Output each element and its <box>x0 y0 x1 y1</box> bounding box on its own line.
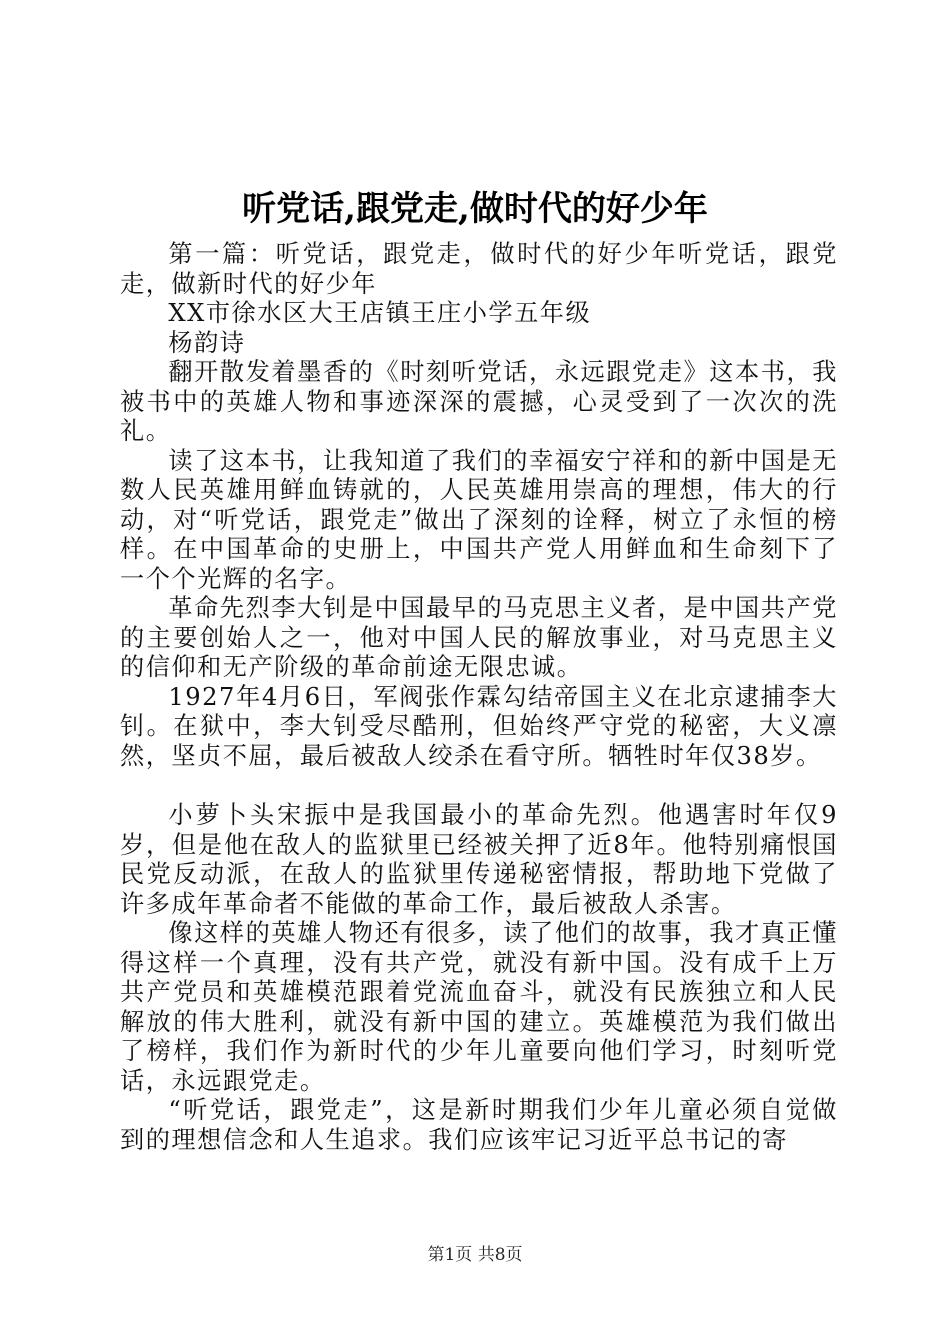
paragraph-intro: 第一篇：听党话，跟党走，做时代的好少年听党话，跟党走，做新时代的好少年 <box>120 240 838 298</box>
paragraph-follow-party: “听党话，跟党走”，这是新时期我们少年儿童必须自觉做到的理想信念和人生追求。我们应该牢记习近平总书记的寄 <box>120 1096 838 1154</box>
paragraph-author: 杨韵诗 <box>168 328 246 357</box>
paragraph-heroes: 读了这本书，让我知道了我们的幸福安宁祥和的新中国是无数人民英雄用鲜血铸就的，人民英雄用崇高的理想，伟大的行动，对“听党话，跟党走”做出了深刻的诠释，树立了永恒的榜样。在中国革命的史册上，中国共产党人用鲜血和生命刻下了一个个光辉的名字。 <box>120 446 838 593</box>
paragraph-song-zhenzhong: 小萝卜头宋振中是我国最小的革命先烈。他遇害时年仅9岁，但是他在敌人的监狱里已经被关押了近8年。他特别痛恨国民党反动派，在敌人的监狱里传递秘密情报，帮助地下党做了许多成年革命者不能做的革命工作，最后被敌人杀害。 <box>120 801 838 918</box>
paragraph-li-dazhao: 革命先烈李大钊是中国最早的马克思主义者，是中国共产党的主要创始人之一，他对中国人民的解放事业，对马克思主义的信仰和无产阶级的革命前途无限忠诚。 <box>120 594 838 681</box>
document-body <box>120 240 838 1155</box>
paragraph-book: 翻开散发着墨香的《时刻听党话，永远跟党走》这本书，我被书中的英雄人物和事迹深深的震撼，心灵受到了一次次的洗礼。 <box>120 358 838 445</box>
paragraph-truth: 像这样的英雄人物还有很多，读了他们的故事，我才真正懂得这样一个真理，没有共产党，就没有新中国。没有成千上万共产党员和英雄模范跟着党流血奋斗，就没有民族独立和人民解放的伟大胜利，就没有新中国的建立。英雄模范为我们做出了榜样，我们作为新时代的少年儿童要向他们学习，时刻听党话，永远跟党走。 <box>120 919 838 1095</box>
paragraph-school: XX市徐水区大王店镇王庄小学五年级 <box>168 299 592 327</box>
paragraph-1927: 1927年4月6日，军阀张作霖勾结帝国主义在北京逮捕李大钊。在狱中，李大钊受尽酷刑，但始终严守党的秘密，大义凛然，坚贞不屈，最后被敌人绞杀在看守所。牺牲时年仅38岁。 <box>120 682 838 770</box>
page-number: 第1页 共8页 <box>427 1245 523 1265</box>
document-title: 听党话,跟党走,做时代的好少年 <box>242 189 708 229</box>
